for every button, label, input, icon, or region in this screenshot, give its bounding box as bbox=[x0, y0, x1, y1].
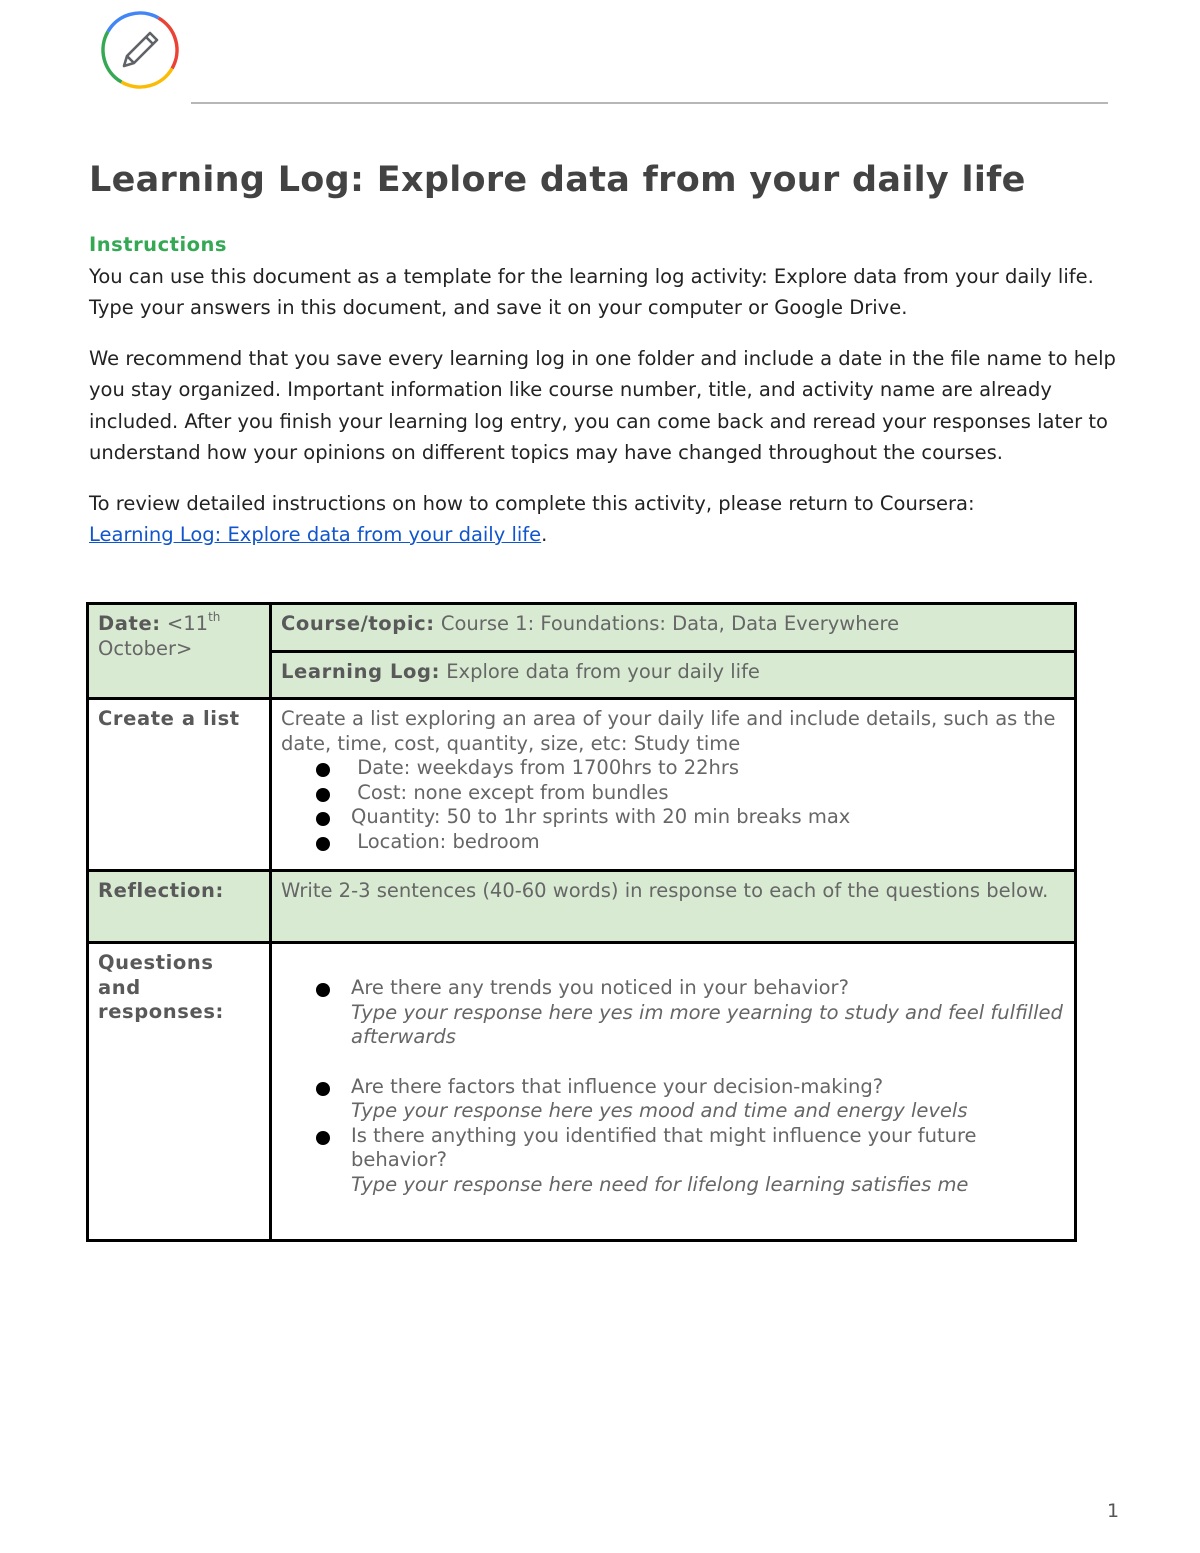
course-topic-cell[interactable] bbox=[271, 604, 1076, 652]
question-item bbox=[316, 1124, 1066, 1198]
learning-log-table bbox=[86, 602, 1077, 1242]
date-value-pre: <11 bbox=[166, 612, 209, 635]
question-item bbox=[316, 976, 1066, 1050]
list-item: Quantity: 50 to 1hr sprints with 20 min breaks max bbox=[316, 805, 1066, 830]
question-text: Are there factors that influence your decision-making? bbox=[351, 1074, 884, 1098]
course-topic-label: Course/topic: bbox=[281, 612, 435, 635]
header-divider bbox=[191, 102, 1108, 104]
learning-log-value: Explore data from your daily life bbox=[446, 660, 760, 683]
reflection-label-cell bbox=[88, 871, 271, 943]
response-text[interactable]: Type your response here yes mood and time and energy levels bbox=[351, 1099, 968, 1122]
date-value-post: October> bbox=[98, 636, 193, 660]
instructions-paragraph-1: You can use this document as a template for the learning log activity: Explore data from your daily life. Type your answers in this document, and save it on your computer or Google Drive. bbox=[89, 264, 1094, 319]
question-text: Is there anything you identified that might influence your future behavior? bbox=[351, 1123, 977, 1171]
questions-label-cell bbox=[88, 943, 271, 1241]
questions-list bbox=[281, 976, 1066, 1197]
reflection-cell bbox=[271, 871, 1076, 943]
page-title: Learning Log: Explore data from your daily life bbox=[89, 160, 1026, 200]
link-suffix: . bbox=[541, 523, 548, 546]
course-topic-value: Course 1: Foundations: Data, Data Everywhere bbox=[440, 612, 900, 635]
instructions-paragraph-3 bbox=[89, 488, 1119, 551]
create-list-intro: Create a list exploring an area of your daily life and include details, such as the date, time, cost, quantity, size, etc: Study time bbox=[281, 707, 1056, 755]
list-item: Date: weekdays from 1700hrs to 22hrs bbox=[316, 756, 1066, 781]
create-list-cell[interactable] bbox=[271, 699, 1076, 871]
create-list-label: Create a list bbox=[98, 707, 240, 730]
logo bbox=[90, 2, 190, 98]
question-item bbox=[316, 1075, 1066, 1124]
coursera-activity-link[interactable]: Learning Log: Explore data from your daily life bbox=[89, 523, 542, 546]
questions-label: Questions and responses: bbox=[98, 951, 224, 1023]
reflection-label: Reflection: bbox=[98, 879, 224, 902]
question-text: Are there any trends you noticed in your behavior? bbox=[351, 976, 849, 999]
instructions-paragraph-2: We recommend that you save every learning log in one folder and include a date in the file name to help you stay organized. Important information like course number, title, and activity name are already included. After you finish your learning log entry, you can come back and reread your responses later to understand how your opinions on different topics may have changed throughout the courses. bbox=[89, 346, 1116, 464]
reflection-text: Write 2-3 sentences (40-60 words) in response to each of the questions below. bbox=[281, 879, 1049, 902]
list-item: Location: bedroom bbox=[316, 830, 1066, 855]
learning-log-cell[interactable] bbox=[271, 652, 1076, 699]
page-number: 1 bbox=[1107, 1500, 1120, 1522]
instructions-section bbox=[89, 229, 1119, 570]
pencil-icon bbox=[98, 8, 182, 92]
list-item: Cost: none except from bundles bbox=[316, 781, 1066, 806]
date-cell[interactable] bbox=[88, 604, 271, 699]
response-text[interactable]: Type your response here need for lifelong learning satisfies me bbox=[351, 1172, 969, 1196]
date-value-sup: th bbox=[208, 610, 221, 624]
questions-cell[interactable] bbox=[271, 943, 1076, 1241]
create-list-label-cell bbox=[88, 699, 271, 871]
learning-log-label: Learning Log: bbox=[281, 660, 441, 683]
instructions-paragraph-3-text: To review detailed instructions on how to complete this activity, please return to Coursera: bbox=[89, 491, 975, 515]
date-label: Date: bbox=[98, 612, 161, 635]
response-text[interactable]: Type your response here yes im more yearning to study and feel fulfilled afterwards bbox=[351, 1000, 1063, 1048]
instructions-heading: Instructions bbox=[89, 233, 228, 256]
create-list-items bbox=[281, 756, 1066, 854]
